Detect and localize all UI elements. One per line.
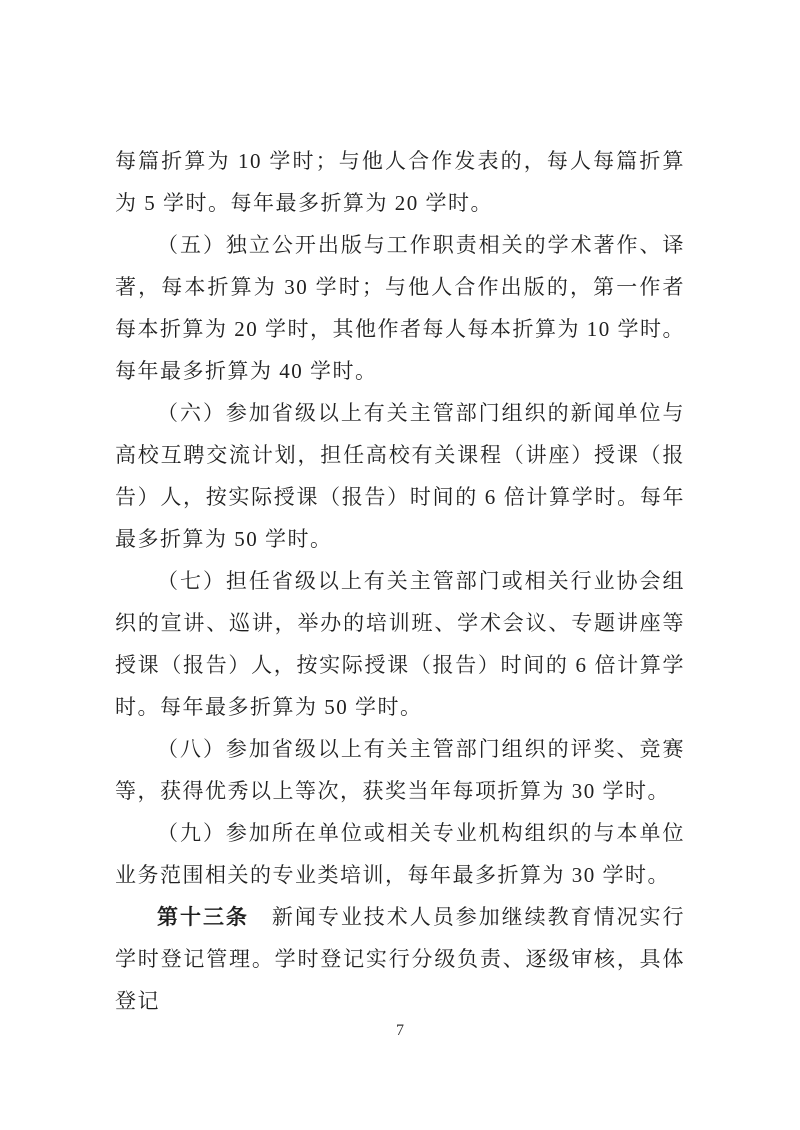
paragraph-item-6: （六）参加省级以上有关主管部门组织的新闻单位与高校互聘交流计划，担任高校有关课程（讲座）授课（报告）人，按实际授课（报告）时间的 6 倍计算学时。每年最多折算为 50 学时。 (115, 401, 685, 551)
paragraph-item-7: （七）担任省级以上有关主管部门或相关行业协会组织的宣讲、巡讲，举办的培训班、学术会议、专题讲座等授课（报告）人，按实际授课（报告）时间的 6 倍计算学时。每年最多折算为 50 学时。 (115, 569, 685, 719)
paragraph-item-5: （五）独立公开出版与工作职责相关的学术著作、译著，每本折算为 30 学时；与他人合作出版的，第一作者每本折算为 20 学时，其他作者每人每本折算为 10 学时。每年最多折算为 40 学时。 (115, 233, 685, 383)
paragraph-item-9: （九）参加所在单位或相关专业机构组织的与本单位业务范围相关的专业类培训，每年最多折算为 30 学时。 (115, 821, 685, 887)
paragraph-item-8: （八）参加省级以上有关主管部门组织的评奖、竞赛等，获得优秀以上等次，获奖当年每项折算为 30 学时。 (115, 737, 685, 803)
page-number: 7 (396, 1022, 404, 1039)
paragraph-continuation: 每篇折算为 10 学时；与他人合作发表的，每人每篇折算为 5 学时。每年最多折算为 20 学时。 (115, 149, 685, 215)
paragraph-article-13 (115, 896, 685, 1022)
article-13-number: 第十三条 (157, 905, 249, 929)
article-13-text: 新闻专业技术人员参加继续教育情况实行学时登记管理。学时登记实行分级负责、逐级审核，具体登记 (115, 905, 686, 1013)
